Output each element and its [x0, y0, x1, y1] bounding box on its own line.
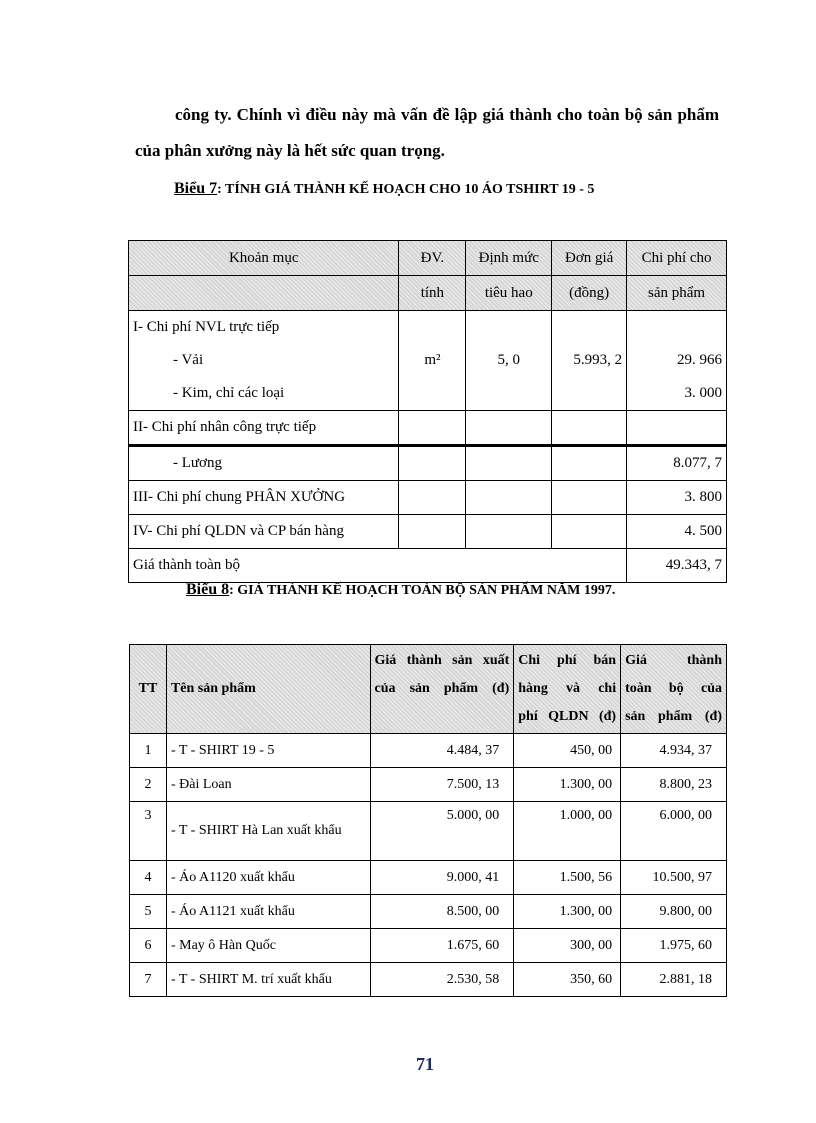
row-sell: 1.000, 00: [514, 802, 621, 861]
header-line: hàng và chi: [518, 681, 617, 696]
header-cell: ĐV.: [399, 241, 466, 276]
cost-cell: 3. 800: [627, 481, 727, 515]
table-row: [129, 446, 727, 481]
table8-header-row: [130, 645, 727, 734]
header-cell: Định mức: [466, 241, 552, 276]
header-line: của sản phẩm (đ): [374, 681, 510, 696]
row-name: - Đài Loan: [166, 768, 370, 802]
table-row: [130, 963, 727, 997]
table-row: [130, 861, 727, 895]
header-line: Chi phí bán: [518, 653, 617, 668]
header-cell: tiêu hao: [466, 276, 552, 311]
table-row-total: [129, 549, 727, 583]
table-row: [130, 895, 727, 929]
row-label: - Kim, chỉ các loại: [129, 377, 399, 411]
header-cell: Chi phí cho: [627, 241, 727, 276]
cost-cell: 4. 500: [627, 515, 727, 549]
row-prod: 2.530, 58: [370, 963, 514, 997]
row-label: - Vải: [129, 344, 399, 377]
row-name: - Áo A1121 xuất khẩu: [166, 895, 370, 929]
row-sell: 1.300, 00: [514, 768, 621, 802]
page-number: 71: [416, 1054, 434, 1074]
caption7-text: : TÍNH GIÁ THÀNH KẾ HOẠCH CHO 10 ÁO TSHIRT 19 - 5: [217, 182, 595, 197]
row-prod: 1.675, 60: [370, 929, 514, 963]
caption8-lead: Biểu 8: [186, 581, 230, 598]
table-row: [130, 734, 727, 768]
row-prod: 9.000, 41: [370, 861, 514, 895]
cost-cell: 8.077, 7: [627, 446, 727, 481]
row-prod: 8.500, 00: [370, 895, 514, 929]
header-cell: Khoản mục: [129, 241, 399, 276]
row-sell: 1.300, 00: [514, 895, 621, 929]
row-total: 2.881, 18: [621, 963, 727, 997]
row-name: - T - SHIRT Hà Lan xuất khẩu: [166, 802, 370, 861]
caption8-text: : GIÁ THÀNH KẾ HOẠCH TOÀN BỘ SẢN PHẨM NĂM 1997.: [229, 583, 616, 598]
header-name: Tên sản phẩm: [166, 645, 370, 734]
row-sell: 350, 60: [514, 963, 621, 997]
table-row: [129, 481, 727, 515]
row-name: - T - SHIRT M. trí xuất khẩu: [166, 963, 370, 997]
table-row: [129, 515, 727, 549]
table7-header-row-2: [129, 276, 727, 311]
paragraph-line-1: công ty. Chính vì điều này mà vấn đề lập giá thành cho toàn bộ sản: [175, 105, 673, 124]
product-cost-table: [129, 644, 727, 997]
header-line: phí QLDN (đ): [518, 709, 617, 724]
caption7-lead: Biểu 7: [174, 180, 218, 197]
row-label: - Lương: [129, 446, 399, 481]
row-label: Giá thành toàn bộ: [129, 549, 627, 583]
row-label: II- Chi phí nhân công trực tiếp: [129, 411, 399, 446]
table-row: [130, 768, 727, 802]
table8-caption: [186, 581, 615, 599]
row-name: - May ô Hàn Quốc: [166, 929, 370, 963]
row-tt: 7: [130, 963, 167, 997]
header-prod-cost: [370, 645, 514, 734]
header-sell-cost: [514, 645, 621, 734]
table-row: [129, 377, 727, 411]
row-prod: 5.000, 00: [370, 802, 514, 861]
row-total: 1.975, 60: [621, 929, 727, 963]
row-total: 9.800, 00: [621, 895, 727, 929]
cost-plan-table: [128, 240, 727, 583]
row-label: IV- Chi phí QLDN và CP bán hàng: [129, 515, 399, 549]
header-cell: Đơn giá: [552, 241, 627, 276]
row-total: 4.934, 37: [621, 734, 727, 768]
row-tt: 6: [130, 929, 167, 963]
cost-cell: 29. 966: [627, 344, 727, 377]
row-tt: 3: [130, 802, 167, 861]
row-total: 6.000, 00: [621, 802, 727, 861]
header-tt: TT: [130, 645, 167, 734]
table-row: [129, 311, 727, 345]
header-line: sản phẩm (đ): [625, 709, 722, 724]
price-cell: 5.993, 2: [552, 344, 627, 377]
cost-cell: 49.343, 7: [627, 549, 727, 583]
row-name: - T - SHIRT 19 - 5: [166, 734, 370, 768]
row-label: III- Chi phí chung PHÂN XƯỞNG: [129, 481, 399, 515]
row-total: 10.500, 97: [621, 861, 727, 895]
table-row: [130, 802, 727, 861]
header-line: Giá thành: [625, 653, 722, 668]
header-total: [621, 645, 727, 734]
paragraph-line-2: phẩm của phân xưởng này là hết sức quan trọng.: [135, 105, 720, 160]
table-row: [129, 411, 727, 446]
row-label: I- Chi phí NVL trực tiếp: [129, 311, 399, 345]
header-cell: [129, 276, 399, 311]
table-row: [130, 929, 727, 963]
body-paragraph: [135, 97, 719, 169]
row-tt: 1: [130, 734, 167, 768]
row-sell: 1.500, 56: [514, 861, 621, 895]
row-total: 8.800, 23: [621, 768, 727, 802]
row-sell: 450, 00: [514, 734, 621, 768]
row-tt: 2: [130, 768, 167, 802]
table7-header-row-1: [129, 241, 727, 276]
unit-cell: m²: [399, 344, 466, 377]
header-line: Giá thành sản xuất: [374, 653, 510, 668]
row-sell: 300, 00: [514, 929, 621, 963]
row-tt: 5: [130, 895, 167, 929]
header-cell: tính: [399, 276, 466, 311]
cost-cell: 3. 000: [627, 377, 727, 411]
row-prod: 7.500, 13: [370, 768, 514, 802]
header-cell: sản phẩm: [627, 276, 727, 311]
header-line: toàn bộ của: [625, 681, 722, 696]
header-cell: (đồng): [552, 276, 627, 311]
table-row: [129, 344, 727, 377]
table7-caption: [174, 180, 594, 198]
row-name: - Áo A1120 xuất khẩu: [166, 861, 370, 895]
norm-cell: 5, 0: [466, 344, 552, 377]
row-tt: 4: [130, 861, 167, 895]
row-prod: 4.484, 37: [370, 734, 514, 768]
